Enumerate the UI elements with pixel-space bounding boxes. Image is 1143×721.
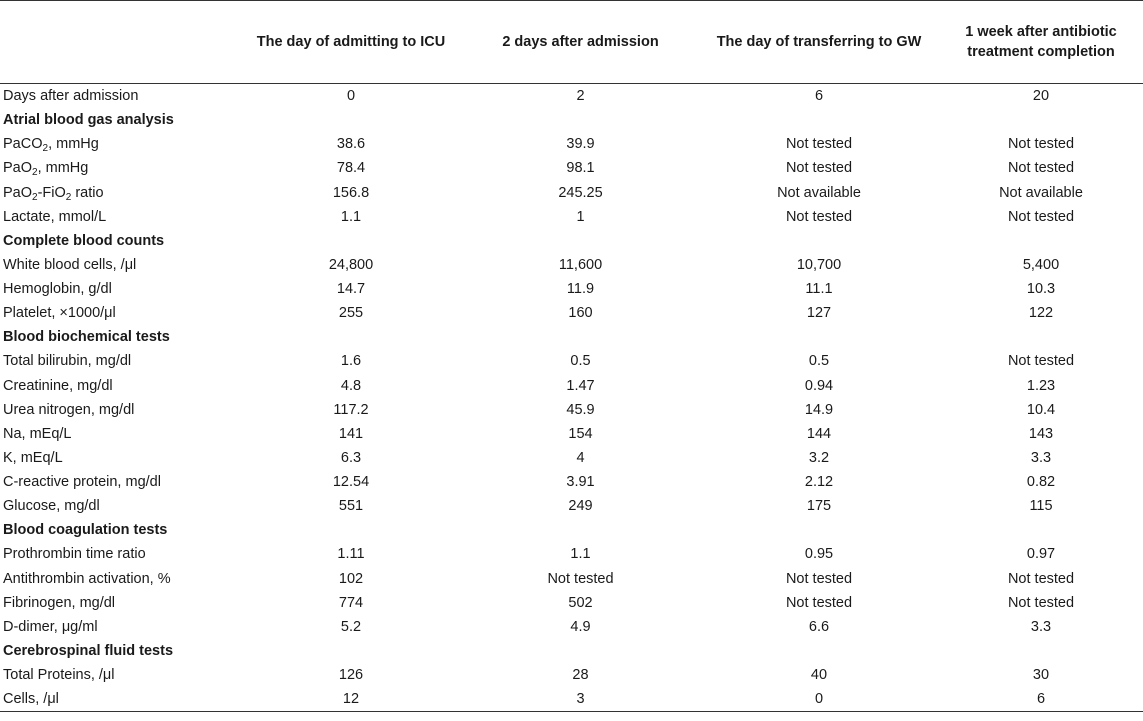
table-cell: 144 [806, 425, 832, 442]
table-cell: 175 [806, 498, 832, 515]
section-header-row [0, 229, 1143, 253]
row-label: Total Proteins, /μl [3, 667, 115, 684]
table-cell: 98.1 [566, 160, 595, 177]
table-cell: 10.3 [1026, 281, 1056, 298]
section-header-row [0, 518, 1143, 542]
table-row [0, 301, 1143, 325]
section-header-row [0, 108, 1143, 132]
table-cell: 0.95 [804, 546, 834, 563]
table-cell: 245.25 [558, 184, 603, 201]
row-label: Prothrombin time ratio [3, 546, 146, 563]
table-cell: 10,700 [796, 256, 842, 273]
table-cell: 11.9 [566, 281, 595, 298]
table-cell: 4.9 [570, 618, 591, 635]
table-cell: 154 [568, 425, 593, 442]
table-cell: 0.5 [570, 353, 591, 370]
table-row [0, 687, 1143, 712]
table-cell: 3.3 [1030, 449, 1052, 466]
table-cell: 6.3 [340, 449, 362, 466]
table-cell: 3.91 [566, 474, 595, 491]
table-cell: 2 [576, 88, 585, 105]
table-cell: 6 [939, 687, 1143, 712]
section-title: Blood biochemical tests [3, 329, 170, 346]
table-cell: 1.47 [566, 377, 595, 394]
table-cell: 39.9 [566, 136, 595, 153]
table-cell: 24,800 [328, 256, 374, 273]
table-cell: Not tested [1007, 353, 1075, 370]
table-cell: 0 [346, 88, 356, 105]
column-header-gw-transfer: The day of transferring to GW [699, 1, 939, 84]
table-cell: 0.97 [1026, 546, 1056, 563]
table-cell: Not tested [785, 160, 853, 177]
table-row [0, 446, 1143, 470]
table-cell: 122 [1028, 305, 1054, 322]
row-label: Urea nitrogen, mg/dl [3, 401, 135, 418]
table-cell: 1.11 [337, 546, 365, 563]
table-cell: 0.82 [1026, 474, 1056, 491]
table-cell: Not available [999, 184, 1083, 201]
table-cell: 12 [240, 687, 462, 712]
table-cell: Not tested [1007, 160, 1075, 177]
table-cell: 2.12 [804, 474, 834, 491]
table-row [0, 542, 1143, 566]
row-label: Na, mEq/L [3, 425, 72, 442]
table-cell: 1 [576, 208, 585, 225]
table-body [0, 84, 1143, 712]
section-title: Atrial blood gas analysis [3, 112, 174, 129]
row-label: PaO$_2$, mmHg [3, 160, 89, 179]
row-label: PaO$_2$-FiO$_2$ ratio [3, 184, 104, 203]
table-cell: 3.3 [1030, 618, 1052, 635]
table-cell: 45.9 [566, 401, 595, 418]
table-cell: Not tested [1007, 594, 1075, 611]
table-row [0, 132, 1143, 156]
table-cell: 5,400 [1022, 256, 1060, 273]
table-cell: Not tested [785, 136, 853, 153]
row-label: Fibrinogen, mg/dl [3, 594, 116, 611]
table-cell: Not tested [547, 570, 614, 587]
row-label: D-dimer, μg/ml [3, 618, 98, 635]
row-label: Total bilirubin, mg/dl [3, 353, 132, 370]
table-cell: 11.1 [805, 281, 833, 298]
table-cell: 12.54 [332, 474, 370, 491]
table-cell: 255 [338, 305, 364, 322]
table-cell: 126 [338, 667, 364, 684]
row-label: Glucose, mg/dl [3, 498, 100, 515]
table-cell: 14.7 [336, 281, 366, 298]
table-cell: 1.1 [570, 546, 591, 563]
table-cell: Not available [777, 184, 861, 201]
section-header-row [0, 639, 1143, 663]
table-row [0, 615, 1143, 639]
row-label: White blood cells, /μl [3, 256, 137, 273]
table-cell: 4 [576, 449, 585, 466]
table-cell: 6 [814, 88, 824, 105]
table-cell: Not tested [785, 570, 853, 587]
table-cell: 1.23 [1026, 377, 1056, 394]
table-cell: 6.6 [808, 618, 830, 635]
table-row [0, 422, 1143, 446]
table-cell: 551 [338, 498, 364, 515]
table-cell: 0.5 [808, 353, 830, 370]
table-cell: 141 [338, 425, 364, 442]
table-cell: 11,600 [558, 256, 603, 273]
table-row [0, 567, 1143, 591]
table-cell: 28 [572, 667, 589, 684]
table-header-row [0, 1, 1143, 84]
table-cell: 156.8 [332, 184, 370, 201]
table-row [0, 591, 1143, 615]
table-row [0, 663, 1143, 687]
table-cell: Not tested [785, 208, 853, 225]
row-label: C-reactive protein, mg/dl [3, 474, 161, 491]
section-title: Blood coagulation tests [3, 522, 168, 539]
table-cell: 115 [1029, 498, 1053, 515]
table-cell: 30 [1032, 667, 1050, 684]
column-header-2-days: 2 days after admission [462, 1, 699, 84]
table-cell: 78.4 [336, 160, 366, 177]
table-cell: 249 [568, 498, 593, 515]
row-label: Platelet, ×1000/μl [3, 305, 116, 322]
column-header-1-week-after: 1 week after antibiotic treatment completion [939, 1, 1143, 84]
table-cell: 774 [338, 594, 364, 611]
table-cell: Not tested [1007, 208, 1075, 225]
table-cell: 5.2 [340, 618, 362, 635]
table-cell: 1.6 [340, 353, 362, 370]
table-row [0, 470, 1143, 494]
table-cell: 143 [1028, 425, 1054, 442]
table-row [0, 398, 1143, 422]
table-cell: 0.94 [804, 377, 834, 394]
table-cell: 1.1 [340, 208, 362, 225]
table-cell: 40 [810, 667, 828, 684]
table-cell: 3.2 [808, 449, 830, 466]
row-label: Hemoglobin, g/dl [3, 281, 112, 298]
table-cell: 102 [338, 570, 364, 587]
row-label: Lactate, mmol/L [3, 208, 107, 225]
table-cell: 3 [462, 687, 699, 712]
table-cell: 20 [1032, 88, 1050, 105]
table-row [0, 205, 1143, 229]
table-row [0, 374, 1143, 398]
column-header-icu-admission: The day of admitting to ICU [240, 1, 462, 84]
table-cell: 127 [806, 305, 832, 322]
row-label: Days after admission [3, 88, 139, 105]
table-row [0, 84, 1143, 109]
column-header-parameter [0, 1, 240, 84]
section-title: Complete blood counts [3, 232, 165, 249]
table-cell: 117.2 [333, 401, 369, 418]
table-row [0, 277, 1143, 301]
table-row [0, 156, 1143, 180]
table-cell: Not tested [1007, 570, 1075, 587]
table-cell: 4.8 [340, 377, 362, 394]
table-cell: 502 [568, 594, 593, 611]
row-label: PaCO$_2$, mmHg [3, 136, 99, 155]
row-label: Antithrombin activation, % [3, 570, 171, 587]
table-cell: Not tested [1007, 136, 1075, 153]
table-cell: 14.9 [804, 401, 834, 418]
section-header-row [0, 325, 1143, 349]
table-row [0, 253, 1143, 277]
table-cell: 0 [699, 687, 939, 712]
table-row [0, 494, 1143, 518]
row-label: Cells, /μl [0, 687, 240, 712]
table-cell: Not tested [785, 594, 853, 611]
row-label: Creatinine, mg/dl [3, 377, 113, 394]
section-title: Cerebrospinal fluid tests [3, 642, 174, 659]
table-row [0, 181, 1143, 205]
table-row [0, 349, 1143, 373]
row-label: K, mEq/L [3, 449, 63, 466]
table-cell: 10.4 [1026, 401, 1056, 418]
table-cell: 38.6 [336, 136, 366, 153]
table-cell: 160 [568, 305, 593, 322]
